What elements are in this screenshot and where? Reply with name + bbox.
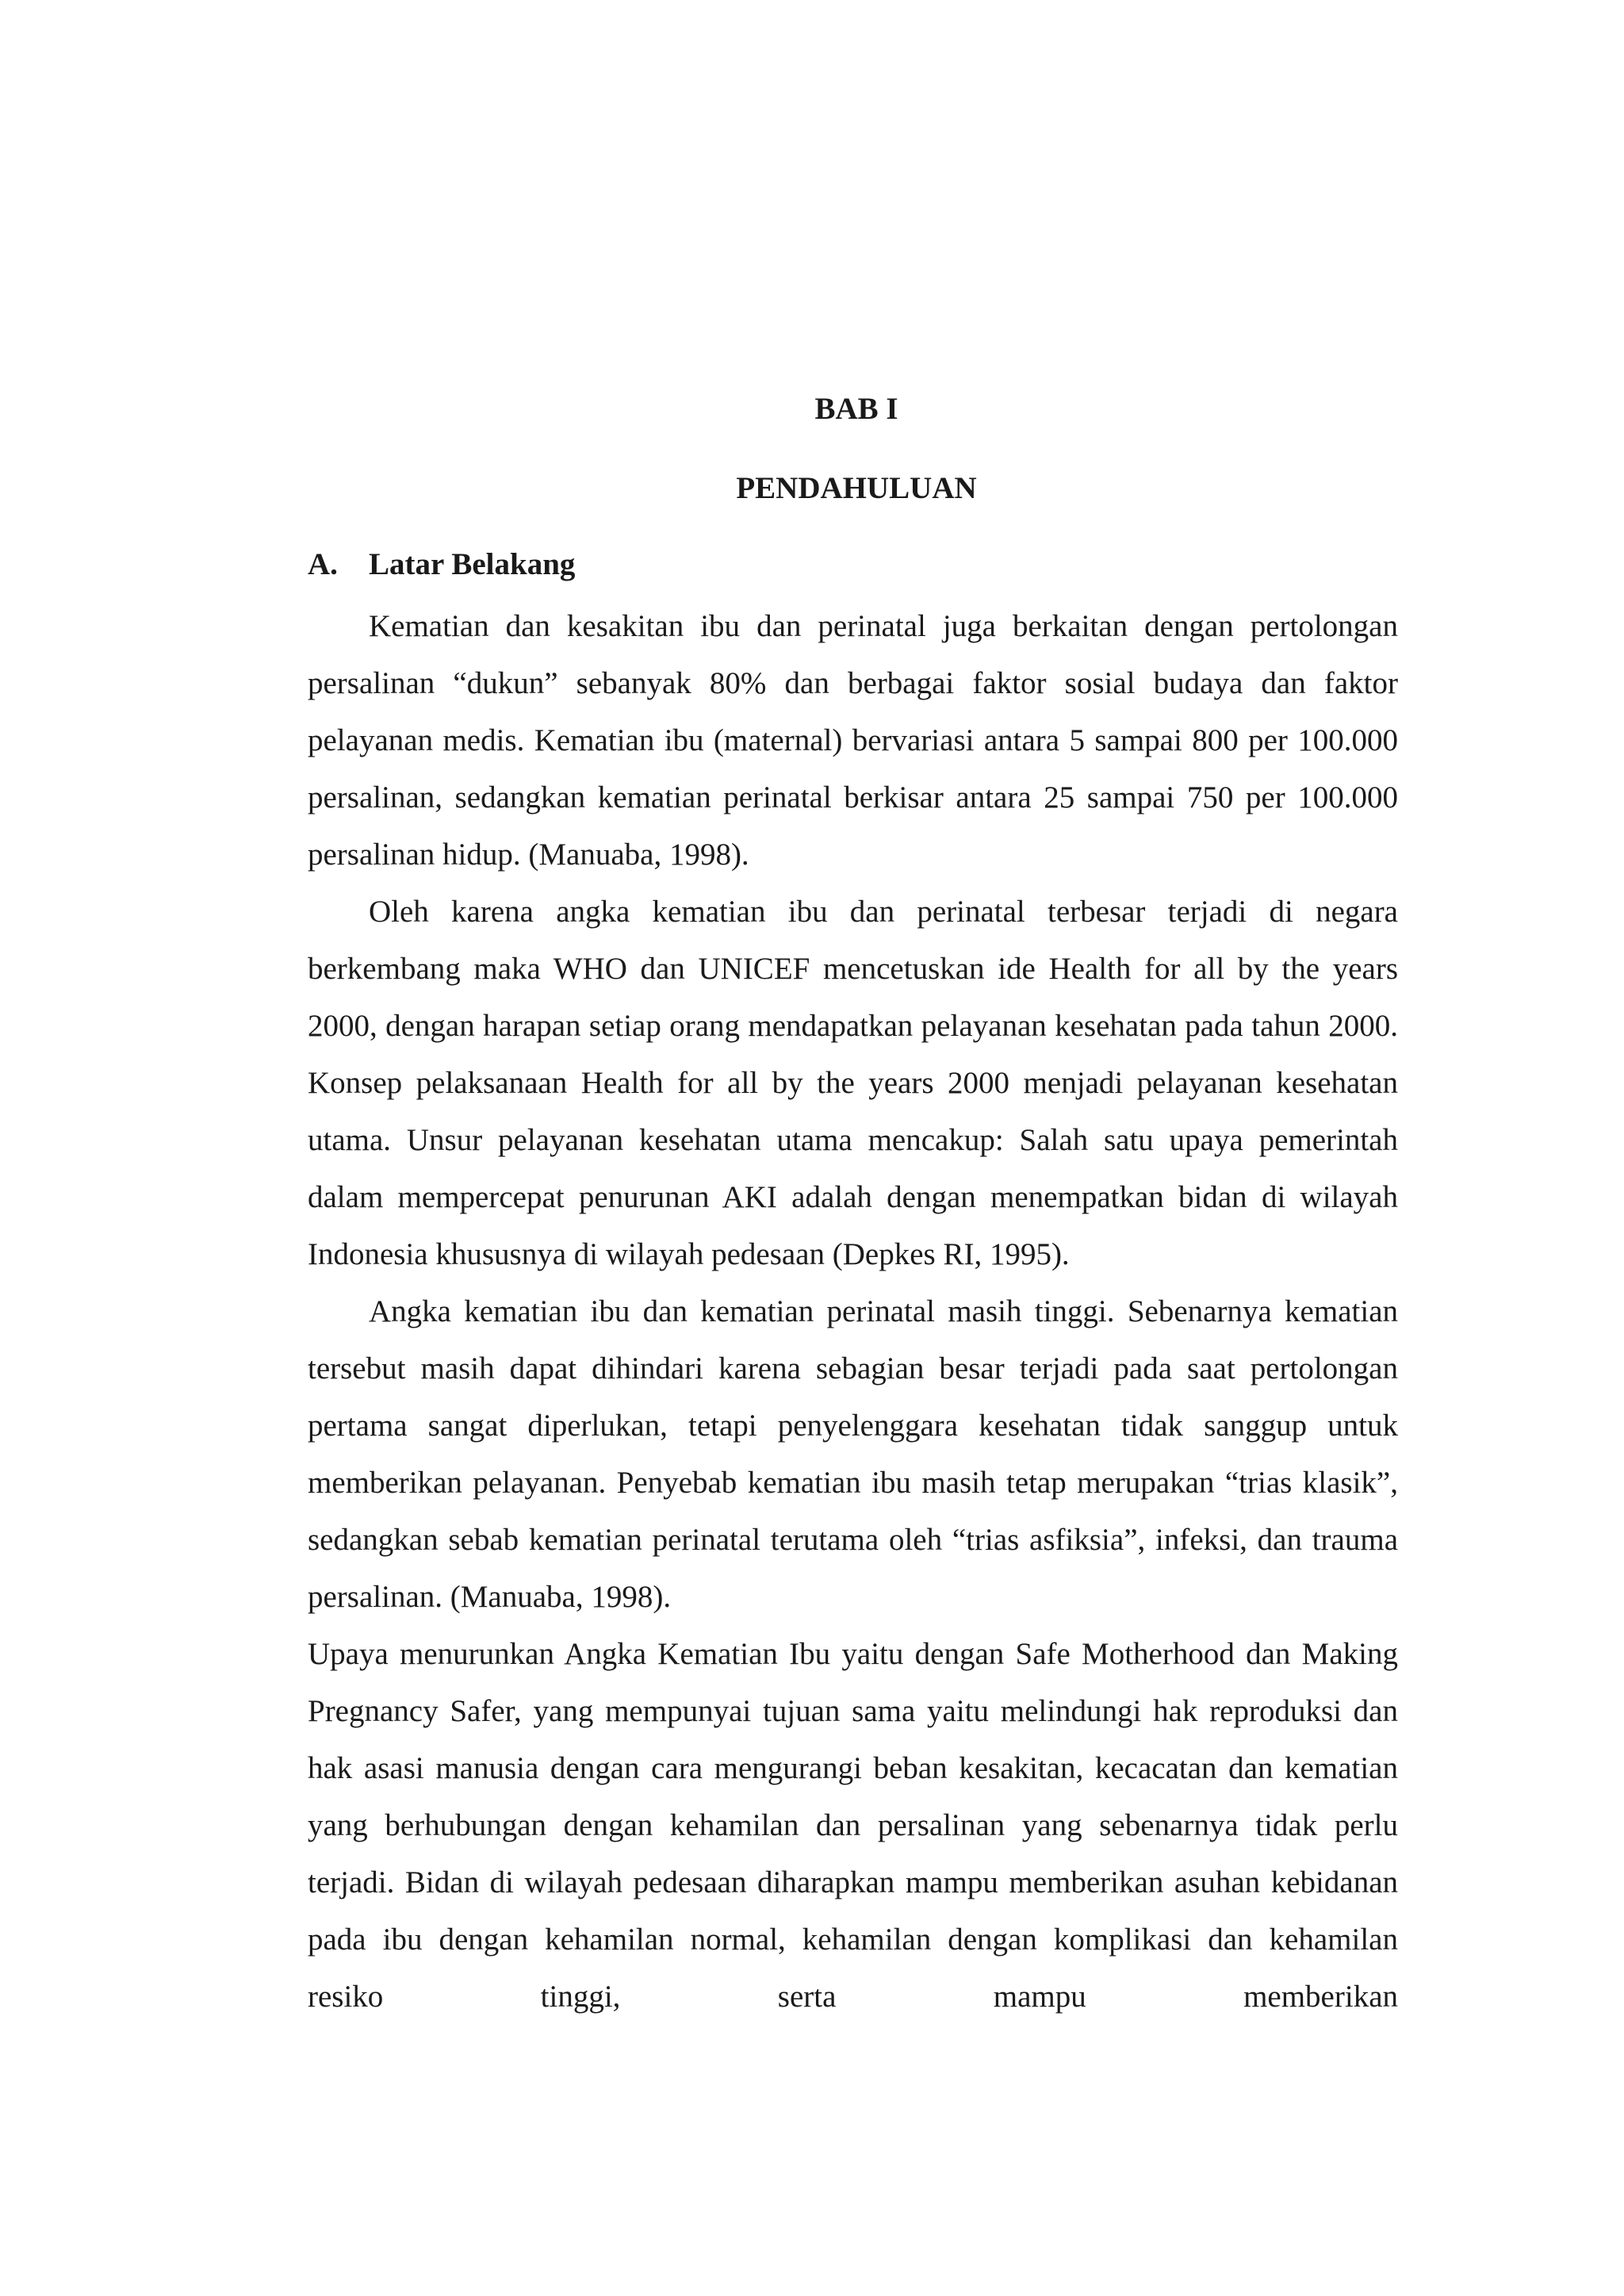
paragraph: Upaya menurunkan Angka Kematian Ibu yaitu dengan Safe Motherhood dan Making Pregnancy Safer, yang mempunyai tujuan sama yaitu melindungi hak reproduksi dan hak asasi manusia dengan cara mengurangi beban kesakitan, kecacatan dan kematian yang berhubungan dengan kehamilan dan persalinan yang sebenarnya tidak perlu terjadi. Bidan di wilayah pedesaan diharapkan mampu memberikan asuhan kebidanan pada ibu dengan kehamilan normal, kehamilan dengan komplikasi dan kehamilan resiko tinggi, serta mampu memberikan: [308, 1637, 1398, 2014]
section-heading: [308, 546, 575, 584]
paragraph: Angka kematian ibu dan kematian perinatal masih tinggi. Sebenarnya kematian tersebut masih dapat dihindari karena sebagian besar terjadi pada saat pertolongan pertama sangat diperlukan, tetapi penyelenggara kesehatan tidak sanggup untuk memberikan pelayanan. Penyebab kematian ibu masih tetap merupakan “trias klasik”, sedangkan sebab kematian perinatal terutama oleh “trias asfiksia”, infeksi, dan trauma persalinan. (Manuaba, 1998).: [308, 1294, 1398, 1614]
paragraph: Oleh karena angka kematian ibu dan perinatal terbesar terjadi di negara berkembang maka WHO dan UNICEF mencetuskan ide Health for all by the years 2000, dengan harapan setiap orang mendapatkan pelayanan kesehatan pada tahun 2000. Konsep pelaksanaan Health for all by the years 2000 menjadi pelayanan kesehatan utama. Unsur pelayanan kesehatan utama mencakup: Salah satu upaya pemerintah dalam mempercepat penurunan AKI adalah dengan menempatkan bidan di wilayah Indonesia khususnya di wilayah pedesaan (Depkes RI, 1995).: [308, 895, 1398, 1271]
body-text: [308, 598, 1398, 2026]
section-number: A.: [308, 547, 338, 581]
paragraph: Kematian dan kesakitan ibu dan perinatal juga berkaitan dengan pertolongan persalinan “dukun” sebanyak 80% dan berbagai faktor sosial budaya dan faktor pelayanan medis. Kematian ibu (maternal) bervariasi antara 5 sampai 800 per 100.000 persalinan, sedangkan kematian perinatal berkisar antara 25 sampai 750 per 100.000 persalinan hidup. (Manuaba, 1998).: [308, 609, 1398, 872]
section-title: Latar Belakang: [369, 547, 576, 581]
chapter-number: BAB I: [814, 392, 898, 426]
chapter-title: PENDAHULUAN: [736, 471, 977, 505]
